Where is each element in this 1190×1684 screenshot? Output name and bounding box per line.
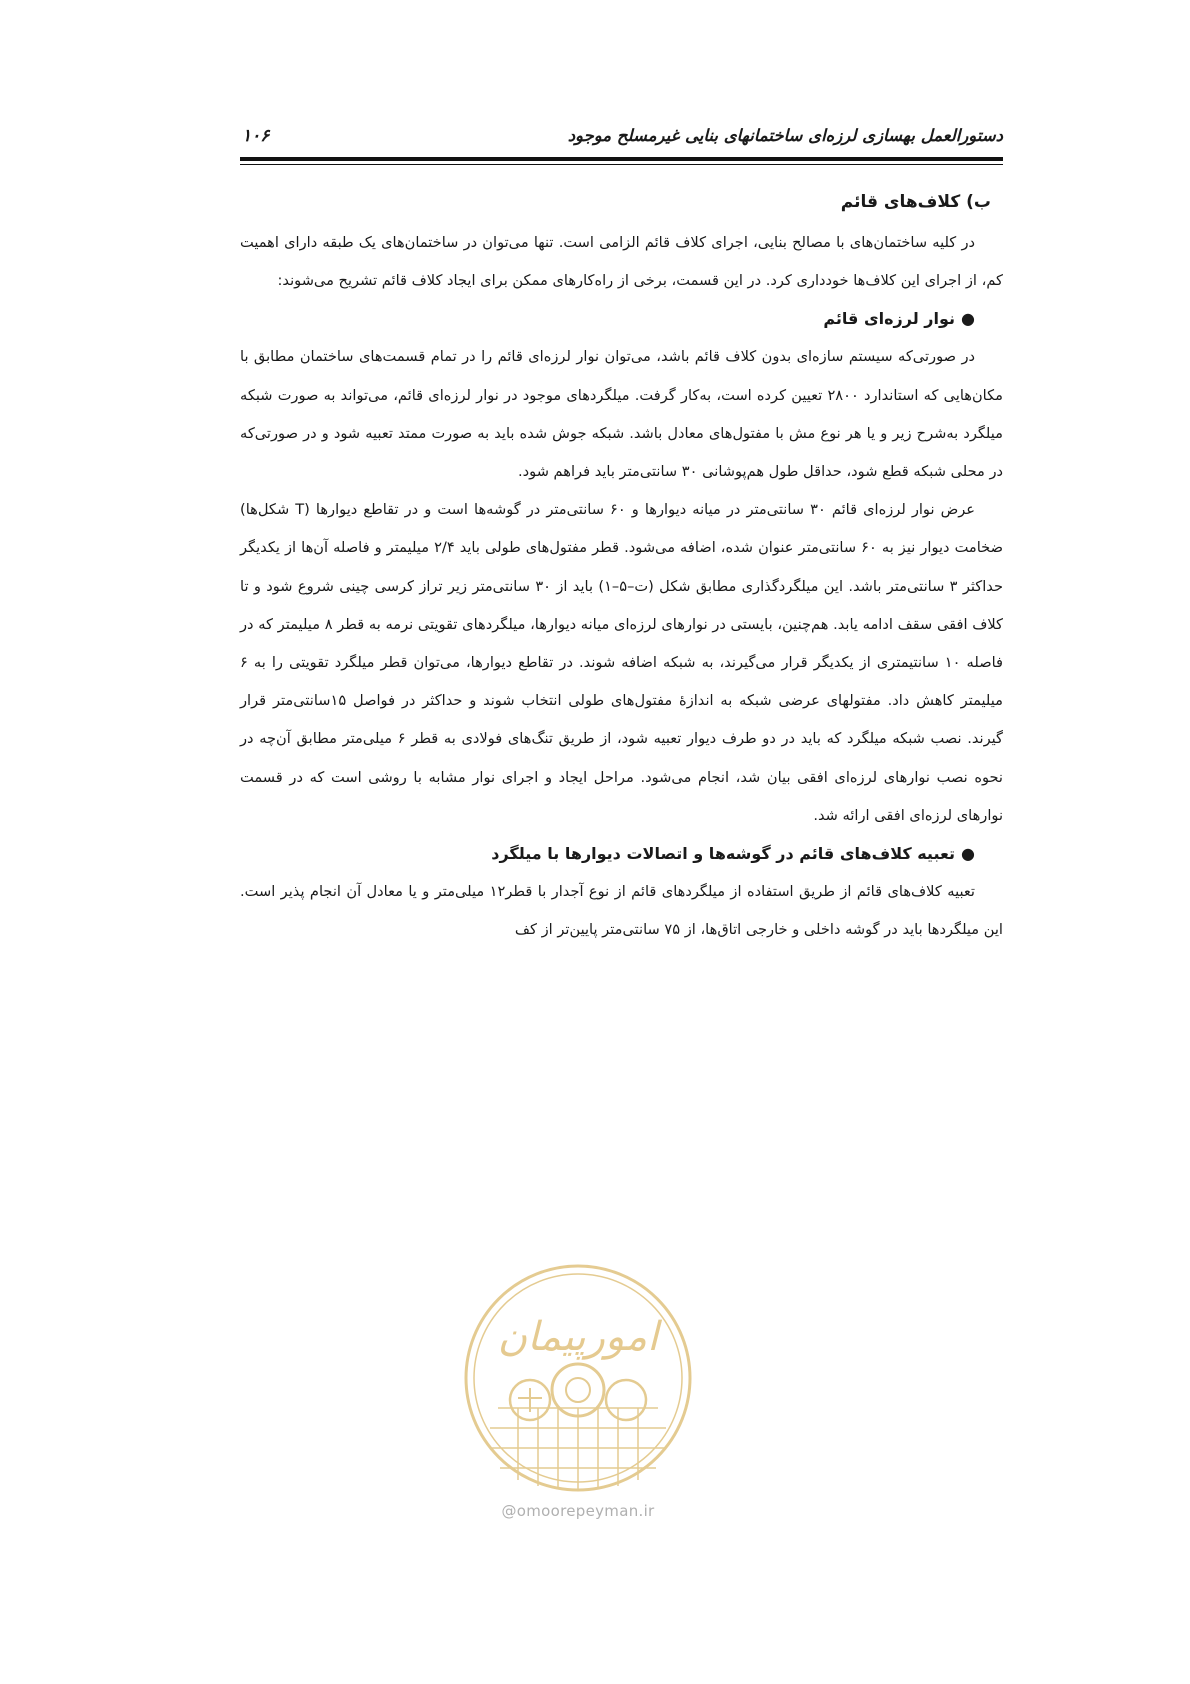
running-header-title: دستورالعمل بهسازی لرزه‌ای ساختمانهای بنایی غیرمسلح موجود (567, 126, 1003, 145)
bullet-icon: ● (961, 844, 975, 864)
subsection-heading-2 (240, 835, 975, 873)
header-rule-thick (240, 157, 1003, 161)
subsection1-paragraph-2: عرض نوار لرزه‌ای قائم ۳۰ سانتی‌متر در میانه دیوارها و ۶۰ سانتی‌متر در گوشه‌ها است و در تقاطع دیوارها (T شکل‌ها) ضخامت دیوار نیز به ۶۰ سانتی‌متر عنوان شده، اضافه می‌شود. قطر مفتول‌های طولی باید ۲/۴ میلیمتر و فاصله آن‌ها از یکدیگر حداکثر ۳ سانتی‌متر باشد. این میلگردگذاری مطابق شکل (ت–۵–۱) باید از ۳۰ سانتی‌متر زیر تراز کرسی چینی شروع شود و تا کلاف افقی سقف ادامه یابد. هم‌چنین، بایستی در نوارهای لرزه‌ای میانه دیوارها، میلگردهای تقویتی نرمه به قطر ۸ میلیمتر که در فاصله ۱۰ سانتیمتری از یکدیگر قرار می‌گیرند، به شبکه اضافه شوند. در تقاطع دیوارها، می‌توان قطر میلگرد تقویتی را به ۶ میلیمتر کاهش داد. مفتولهای عرضی شبکه به اندازهٔ مفتول‌های طولی انتخاب شوند و حداکثر در فواصل ۱۵سانتی‌متر قرار گیرند. نصب شبکه میلگرد که باید در دو طرف دیوار تعبیه شود، از طریق تنگ‌های فولادی به قطر ۶ میلی‌متر مطابق آن‌چه در نحوه نصب نوارهای لرزه‌ای افقی بیان شد، انجام می‌شود. مراحل ایجاد و اجرای نوار مشابه با روشی است که در قسمت نوارهای لرزه‌ای افقی ارائه شد. (240, 501, 1004, 824)
watermark-caption: @omoorepeyman.ir (501, 1502, 655, 1520)
subsection-heading-2-text: تعبیه کلاف‌های قائم در گوشه‌ها و اتصالات دیوارها با میلگرد (491, 844, 956, 864)
section-intro-paragraph: در کلیه ساختمان‌های با مصالح بنایی، اجرای کلاف قائم الزامی است. تنها می‌توان در ساختمان‌های یک طبقه دارای اهمیت کم، از اجرای این کلاف‌ها خودداری کرد. در این قسمت، برخی از راه‌کارهای ممکن برای ایجاد کلاف قائم تشریح می‌شوند: (240, 234, 1003, 290)
subsection-heading-1-text: نوار لرزه‌ای قائم (823, 309, 956, 329)
subsection2-paragraph-1: تعبیه کلاف‌های قائم از طریق استفاده از میلگردهای قائم از نوع آجدار با قطر۱۲ میلی‌متر و یا معادل آن انجام پذیر است. این میلگردها باید در گوشه داخلی و خارجی اتاق‌ها، از ۷۵ سانتی‌متر پایین‌تر از کف (240, 883, 1003, 939)
watermark-logo-text: امورپیمان (497, 1314, 659, 1360)
bullet-icon: ● (961, 309, 975, 329)
header-rule-thin (240, 164, 1003, 165)
subsection-heading-1 (240, 300, 975, 338)
running-header (240, 124, 1003, 154)
section-heading: ب) کلاف‌های قائم (840, 192, 991, 212)
watermark-logo (458, 1258, 698, 1508)
subsection1-paragraph-1: در صورتی‌که سیستم سازه‌ای بدون کلاف قائم باشد، می‌توان نوار لرزه‌ای قائم را در تمام قسمت‌های ساختمان مطابق با مکان‌هایی که استاندارد ۲۸۰۰ تعیین کرده است، به‌کار گرفت. میلگردهای موجود در نوار لرزه‌ای قائم، می‌تواند به صورت شبکه میلگرد به‌شرح زیر و یا هر نوع مش با مفتول‌های معادل باشد. شبکه جوش شده باید به صورت ممتد تعبیه شود و در صورتی‌که در محلی شبکه قطع شود، حداقل طول هم‌پوشانی ۳۰ سانتی‌متر باید فراهم شود. (240, 348, 1003, 481)
page-content (240, 188, 1003, 949)
page-number: ۱۰۶ (242, 126, 270, 146)
